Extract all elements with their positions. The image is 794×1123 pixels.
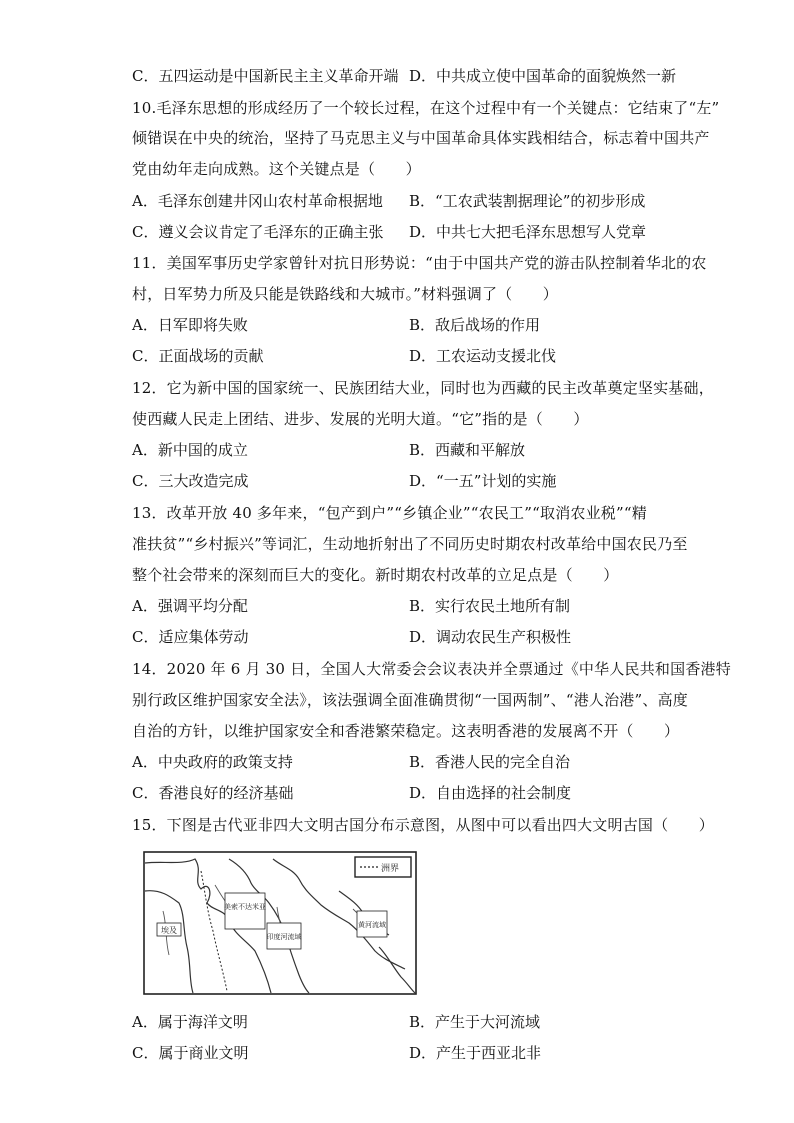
q12-option-c[interactable]: C．三大改造完成: [132, 472, 249, 490]
map-label-mesopotamia: [224, 893, 266, 929]
q11-options-row-cd: [132, 346, 692, 366]
q11-option-c[interactable]: C．正面战场的贡献: [132, 347, 264, 365]
q15-option-c[interactable]: C．属于商业文明: [132, 1044, 249, 1062]
svg-text:美索不达米亚: 美索不达米亚: [224, 903, 266, 911]
q10-stem-line-2: 倾错误在中央的统治，坚持了马克思主义与中国革命具体实践相结合，标志着中国共产: [132, 129, 710, 147]
q13-option-b[interactable]: B．实行农民土地所有制: [409, 597, 571, 615]
q11-stem-line-1: 11．美国军事历史学家曾针对抗日形势说：“由于中国共产党的游击队控制着华北的农: [132, 254, 707, 272]
q14-stem-line-3: 自治的方针，以维护国家安全和香港繁荣稳定。这表明香港的发展离不开（ ）: [132, 722, 680, 740]
q10-option-c[interactable]: C．遵义会议肯定了毛泽东的正确主张: [132, 223, 384, 241]
q12-stem-line-2: 使西藏人民走上团结、进步、发展的光明大道。“它”指的是（ ）: [132, 410, 589, 428]
q9-option-d[interactable]: D．中共成立使中国革命的面貌焕然一新: [409, 67, 677, 85]
q13-stem-line-2: 准扶贫”“乡村振兴”等词汇，生动地折射出了不同历史时期农村改革给中国农民乃至: [132, 535, 688, 553]
q10-option-b[interactable]: B．“工农武装割据理论”的初步形成: [409, 192, 646, 210]
q12-option-d[interactable]: D．“一五”计划的实施: [409, 472, 557, 490]
q14-options-row-cd: [132, 783, 692, 803]
q10-stem-line-3: 党由幼年走向成熟。这个关键点是（ ）: [132, 160, 421, 178]
q14-stem-line-2: 别行政区维护国家安全法》，该法强调全面准确贯彻“一国两制”、“港人治港”、高度: [132, 691, 688, 709]
q11-stem-line-2: 村，日军势力所及只能是铁路线和大城市。”材料强调了（ ）: [132, 285, 558, 303]
q12-options-row-ab: [132, 440, 692, 460]
q11-options-row-ab: [132, 315, 692, 335]
q15-options-row-cd: [132, 1043, 692, 1063]
q13-stem-line-1: 13．改革开放 40 多年来，“包产到户”“乡镇企业”“农民工”“取消农业税”“精: [132, 504, 647, 522]
q9-option-c[interactable]: C．五四运动是中国新民主主义革命开端: [132, 67, 399, 85]
q9-options-row-cd: [132, 66, 692, 86]
q13-options-row-cd: [132, 627, 692, 647]
q12-options-row-cd: [132, 471, 692, 491]
q15-option-a[interactable]: A．属于海洋文明: [132, 1013, 248, 1031]
q15-options-row-ab: [132, 1012, 692, 1032]
q14-option-d[interactable]: D．自由选择的社会制度: [409, 784, 572, 802]
q13-option-c[interactable]: C．适应集体劳动: [132, 628, 249, 646]
q12-option-a[interactable]: A．新中国的成立: [132, 441, 248, 459]
q10-stem-line-1: 10.毛泽东思想的形成经历了一个较长过程，在这个过程中有一个关键点：它结束了“左”: [132, 99, 720, 117]
q13-options-row-ab: [132, 596, 692, 616]
q11-option-b[interactable]: B．敌后战场的作用: [409, 316, 541, 334]
q10-options-row-ab: [132, 191, 692, 211]
map-label-indus: [267, 923, 302, 949]
q14-option-a[interactable]: A．中央政府的政策支持: [132, 753, 293, 771]
q14-options-row-ab: [132, 752, 692, 772]
q10-option-d[interactable]: D．中共七大把毛泽东思想写人党章: [409, 223, 647, 241]
q10-options-row-cd: [132, 222, 692, 242]
q12-option-b[interactable]: B．西藏和平解放: [409, 441, 526, 459]
q11-option-d[interactable]: D．工农运动支援北伐: [409, 347, 557, 365]
map-legend-label: 洲界: [381, 864, 400, 874]
q13-stem-line-3: 整个社会带来的深刻而巨大的变化。新时期农村改革的立足点是（ ）: [132, 566, 619, 584]
svg-text:印度河流域: 印度河流域: [266, 933, 302, 941]
q11-option-a[interactable]: A．日军即将失败: [132, 316, 248, 334]
ancient-civilizations-map: [143, 851, 417, 995]
q13-option-d[interactable]: D．调动农民生产积极性: [409, 628, 572, 646]
q14-option-c[interactable]: C．香港良好的经济基础: [132, 784, 294, 802]
svg-text:黄河流域: 黄河流域: [358, 921, 386, 929]
q14-option-b[interactable]: B．香港人民的完全自治: [409, 753, 571, 771]
q15-option-b[interactable]: B．产生于大河流域: [409, 1013, 541, 1031]
map-label-egypt: [157, 923, 181, 936]
map-label-yellow-river: [357, 911, 387, 937]
q13-option-a[interactable]: A．强调平均分配: [132, 597, 248, 615]
q15-stem-line-1: 15．下图是古代亚非四大文明古国分布示意图，从图中可以看出四大文明古国（ ）: [132, 816, 714, 834]
svg-text:埃及: 埃及: [161, 926, 177, 935]
q14-stem-line-1: 14．2020 年 6 月 30 日，全国人大常委会会议表决并全票通过《中华人民共和国香港特: [132, 660, 731, 678]
map-svg: [143, 851, 417, 995]
q15-option-d[interactable]: D．产生于西亚北非: [409, 1044, 542, 1062]
q12-stem-line-1: 12．它为新中国的国家统一、民族团结大业，同时也为西藏的民主改革奠定坚实基础，: [132, 379, 714, 397]
q10-option-a[interactable]: A．毛泽东创建井冈山农村革命根据地: [132, 192, 383, 210]
